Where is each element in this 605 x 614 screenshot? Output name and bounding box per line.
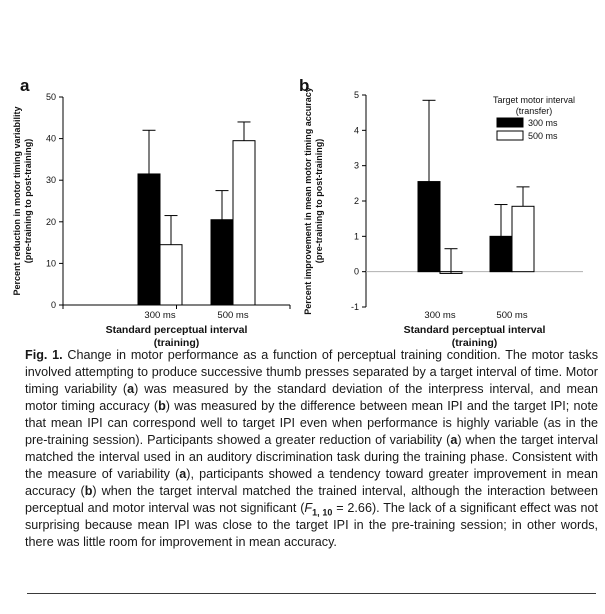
caption-segment: = 2.66). The lack of a significant effect was not surprising because mean IPI was close to the target IPI in the pre-training session; in other words, there was little room for improvement in mean accuracy. (25, 501, 598, 549)
caption-segment: b (158, 399, 166, 413)
bar-300ms-500ms (490, 236, 512, 271)
caption-segment: a (179, 467, 187, 481)
bar-500ms-300ms (160, 245, 182, 305)
x-tick-label: 300 ms (144, 310, 176, 321)
bar-500ms-500ms (512, 206, 534, 271)
y-tick-label: 40 (45, 133, 56, 144)
chart-a-motor-timing-variability (0, 75, 300, 353)
y-tick-label: -1 (350, 302, 359, 312)
bar-300ms-300ms (138, 174, 160, 305)
caption-segment: Change in motor performance as a function of perceptual training condition. The motor tasks involved attempting to produce successive thumb presses separated by a target interval of time. Motor timing variability ( (25, 348, 598, 396)
y-tick-label: 10 (45, 258, 56, 269)
x-tick-label: 500 ms (217, 310, 249, 321)
legend-subtitle: (transfer) (515, 106, 553, 116)
bar-300ms-500ms (211, 220, 233, 305)
caption-segment: a (127, 382, 135, 396)
y-tick-label: 4 (353, 125, 359, 136)
y-tick-label: 2 (353, 196, 359, 206)
y-axis-label: Percent improvement in mean motor timing accuracy (303, 87, 313, 315)
x-tick-label: 300 ms (424, 310, 456, 321)
caption-segment: 1, 10 (312, 507, 333, 518)
y-tick-label: 3 (353, 160, 359, 171)
legend-label: 300 ms (528, 118, 558, 128)
legend-swatch (497, 131, 523, 140)
bar-500ms-500ms (233, 141, 255, 305)
legend-label: 500 ms (528, 131, 558, 141)
y-axis-label: Percent reduction in motor timing variability (12, 106, 22, 296)
caption-segment: ) was measured by the standard deviation of the interpress interval, and mean motor timing accuracy ( (25, 382, 598, 413)
caption-segment: ), participants showed a tendency toward greater improvement in mean accuracy ( (25, 467, 598, 498)
y-tick-label: 20 (45, 216, 56, 227)
y-tick-label: 30 (45, 175, 56, 186)
figure-caption (25, 347, 598, 551)
caption-segment: Fig. 1. (25, 348, 63, 362)
y-tick-label: 0 (353, 266, 359, 277)
y-tick-label: 5 (353, 90, 359, 100)
x-tick-label: 500 ms (496, 310, 528, 321)
y-tick-label: 1 (353, 231, 359, 242)
y-axis-label: (pre-training to post-training) (23, 138, 33, 264)
caption-segment: a (450, 433, 458, 447)
bottom-rule (27, 593, 596, 594)
x-axis-label: Standard perceptual interval (403, 324, 546, 336)
legend-swatch (497, 118, 523, 127)
caption-segment: b (84, 484, 93, 498)
legend-title: Target motor interval (492, 95, 576, 105)
x-axis-label: Standard perceptual interval (105, 324, 248, 336)
bar-300ms-300ms (418, 182, 440, 272)
caption-segment: ) when the target interval matched the trained interval, although the interaction between perceptual and motor interval was not significant ( (25, 484, 599, 515)
caption-segment: F (304, 501, 313, 515)
panel-label: b (299, 76, 310, 95)
x-axis-label: (training) (451, 337, 498, 349)
chart-b-motor-timing-accuracy (295, 75, 605, 353)
x-axis-label: (training) (153, 337, 200, 349)
panel-label: a (20, 76, 30, 95)
y-tick-label: 0 (50, 300, 56, 310)
y-axis-label: (pre-training to post-training) (314, 138, 324, 264)
y-tick-label: 50 (45, 92, 56, 102)
caption-segment: ) was measured by the difference between mean IPI and the target IPI; note that mean IPI can correspond well to target IPI even when performance is highly variable (as in the pre-training session). Participants showed a greater reduction of variability ( (25, 399, 598, 447)
caption-segment: ) when the target interval matched the interval used in an auditory discrimination task during the training phase. Consistent with the measure of variability ( (25, 433, 598, 481)
